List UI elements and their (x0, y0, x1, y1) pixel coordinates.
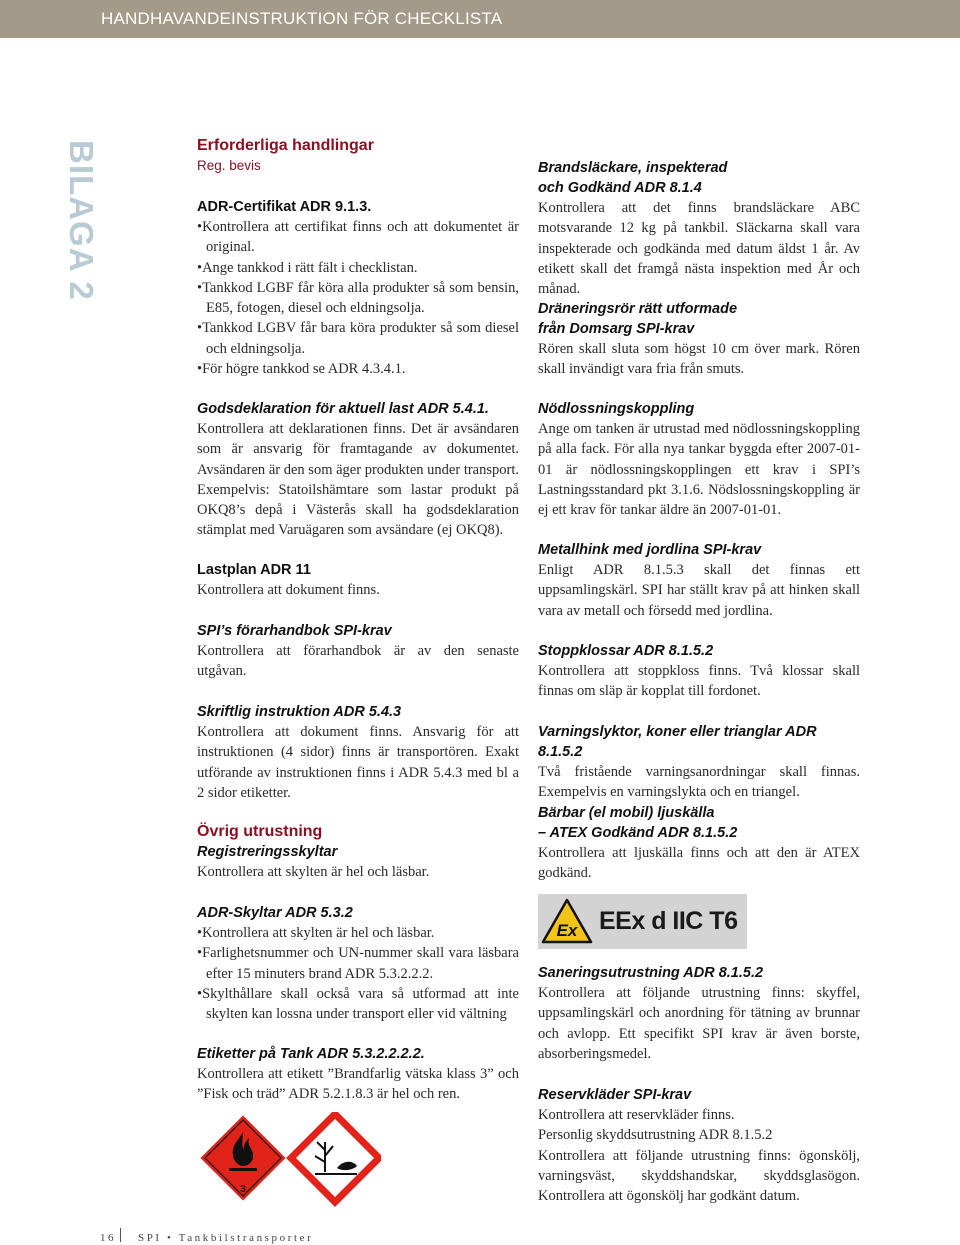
varningslyktor-text: Två fristående varningsanordningar skall finnas. Exempelvis en varningslykta och en triangel. (538, 764, 860, 801)
page-number: 16 (100, 1232, 116, 1244)
registreringsskyltar-heading: Registreringsskyltar (197, 844, 338, 860)
reservklader-text-1: Kontrollera att reservkläder finns. (538, 1107, 735, 1123)
flammable-liquid-label-icon (199, 1114, 287, 1202)
etiketter-block (197, 1044, 519, 1105)
section-title-required-docs: Erforderliga handlingar (197, 137, 374, 154)
nodlossning-block (538, 399, 860, 520)
side-label (62, 140, 102, 320)
etiketter-text: Kontrollera att etikett ”Brandfarlig vätska klass 3” och ”Fisk och träd” ADR 5.2.1.8.3 är hel och ren. (197, 1066, 519, 1103)
atex-rating-text: EEx d IIC T6 (599, 907, 738, 935)
forarhandbok-text: Kontrollera att förarhandbok är av den senaste utgåvan. (197, 643, 519, 680)
etiketter-heading: Etiketter på Tank ADR 5.3.2.2.2.2. (197, 1046, 425, 1062)
ljuskalla-text: Kontrollera att ljuskälla finns och att den är ATEX godkänd. (538, 845, 860, 882)
skriftlig-instruktion-text: Kontrollera att dokument finns. Ansvarig för att instruktionen (4 sidor) finns är transportören. Exakt utförande av instruktionen finns i ADR 5.4.3 med bl a 2 sidor etiketter. (197, 724, 519, 801)
lastplan-text: Kontrollera att dokument finns. (197, 582, 380, 598)
atex-symbol-text: Ex (556, 921, 578, 940)
brandslackare-heading: Brandsläckare, inspekterad och Godkänd ADR 8.1.4 (538, 160, 728, 196)
stoppklossar-block (538, 641, 860, 702)
adr-skyltar-heading: ADR-Skyltar ADR 5.3.2 (197, 905, 353, 921)
reservklader-heading: Reservkläder SPI-krav (538, 1087, 692, 1103)
header-title: HANDHAVANDEINSTRUKTION FÖR CHECKLISTA (101, 9, 503, 28)
atex-badge (538, 894, 747, 949)
sanering-heading: Saneringsutrustning ADR 8.1.5.2 (538, 965, 764, 981)
section-required-docs (197, 136, 519, 176)
metallhink-heading: Metallhink med jordlina SPI-krav (538, 542, 762, 558)
draneringsror-heading: Dräneringsrör rätt utformade från Domsarg SPI-krav (538, 301, 738, 337)
list-item: • Tankkod LGBV får bara köra produkter så som diesel och eldningsolja. (197, 318, 519, 359)
draneringsror-text: Rören skall sluta som högst 10 cm över mark. Rören skall invändigt vara fria från smuts. (538, 341, 860, 378)
environment-hazard-label-icon (291, 1114, 379, 1202)
section-other-equipment (197, 822, 519, 882)
skriftlig-instruktion-heading: Skriftlig instruktion ADR 5.4.3 (197, 704, 402, 720)
atex-ex-icon (541, 898, 593, 944)
brandslackare-text: Kontrollera att det finns brandsläckare ABC motsvarande 12 kg på tankbil. Släckarna skall vara inspekterade och godkända med datum äldst 1 år. Av etikett skall det framgå nästa inspektion med År och månad. (538, 200, 860, 298)
reservklader-text-3: Kontrollera att följande utrustning finns: ögonskölj, varningsväst, skyddshandskar, skyddsglasögon. Kontrollera att ögonskölj har godkänt datum. (538, 1147, 860, 1205)
godsdeklaration-text: Kontrollera att deklarationen finns. Det är avsändaren som är ansvarig för framtagande av dokumentet. Avsändaren är den som äger produkten under transport. Exempelvis: Statoilshämtare som lastar produkt på OKQ8’s depå i Västerås skall ha godsdeklaration stämplat med Varuägaren som avsändare (ej OKQ8). (197, 421, 519, 539)
draneringsror-block (538, 299, 860, 380)
nodlossning-heading: Nödlossningskoppling (538, 401, 695, 417)
list-item: • Farlighetsnummer och UN-nummer skall vara läsbara efter 15 minuters brand ADR 5.3.2.2.2. (197, 943, 519, 984)
nodlossning-text: Ange om tanken är utrustad med nödlossningskoppling på alla fack. För alla nya tankar byggda efter 2007-01-01 är nödlossningskopplingen ett krav i SPI’s Lastningsstandard pkt 3.1.6. Nödslossningskoppling är ej ett krav för tankar äldre än 2007-01-01. (538, 421, 860, 519)
metallhink-block (538, 540, 860, 621)
metallhink-text: Enligt ADR 8.1.5.3 skall det finnas ett uppsamlingskärl. SPI har ställt krav på att hinken skall vara av metall och försedd med jordlina. (538, 562, 860, 619)
page-header (0, 0, 960, 38)
side-label-text: BILAGA 2 (63, 140, 100, 301)
section-title-other-equipment: Övrig utrustning (197, 823, 323, 840)
varningslyktor-heading: Varningslyktor, koner eller trianglar ADR 8.1.5.2 (538, 724, 817, 760)
stoppklossar-heading: Stoppklossar ADR 8.1.5.2 (538, 643, 714, 659)
lastplan-heading: Lastplan ADR 11 (197, 562, 311, 578)
adr-certificate-list (197, 217, 519, 379)
hazard-class-number: 3 (240, 1184, 246, 1195)
list-item: • Tankkod LGBF får köra alla produkter så som bensin, E85, fotogen, diesel och eldningsolja. (197, 278, 519, 319)
sanering-block (538, 963, 860, 1064)
ljuskalla-heading-line1: Bärbar (el mobil) ljuskälla (538, 805, 715, 821)
godsdeklaration-heading: Godsdeklaration för aktuell last ADR 5.4.1. (197, 401, 489, 417)
stoppklossar-text: Kontrollera att stoppkloss finns. Två klossar skall finnas om släp är kopplat till fordonet. (538, 663, 860, 700)
skriftlig-instruktion-block (197, 702, 519, 803)
footer-text: SPI • Tankbilstransporter (138, 1232, 314, 1244)
forarhandbok-block (197, 621, 519, 682)
adr-certificate-heading: ADR-Certifikat ADR 9.1.3. (197, 199, 372, 215)
lastplan-block (197, 560, 519, 600)
list-item: • Kontrollera att skylten är hel och läsbar. (197, 923, 519, 943)
reg-bevis-label: Reg. bevis (197, 158, 261, 173)
list-item: • Kontrollera att certifikat finns och att dokumentet är original. (197, 217, 519, 258)
registreringsskyltar-text: Kontrollera att skylten är hel och läsbar. (197, 864, 430, 880)
hazard-labels (197, 1112, 381, 1208)
brandslackare-block (538, 158, 860, 299)
adr-certificate-block (197, 197, 519, 379)
footer-divider (120, 1228, 121, 1242)
list-item: • Ange tankkod i rätt fält i checklistan. (197, 258, 519, 278)
varningslyktor-block (538, 722, 860, 803)
ljuskalla-heading-line2: – ATEX Godkänd ADR 8.1.5.2 (538, 825, 738, 841)
adr-skyltar-list (197, 923, 519, 1024)
sanering-text: Kontrollera att följande utrustning finns: skyffel, uppsamlingskärl och anordning för tätning av brunnar och avlopp. Ett specifikt SPI krav är även borste, absorberingsmedel. (538, 985, 860, 1062)
reservklader-block (538, 1085, 860, 1206)
reservklader-text-2: Personlig skyddsutrustning ADR 8.1.5.2 (538, 1127, 773, 1144)
forarhandbok-heading: SPI’s förarhandbok SPI-krav (197, 623, 392, 639)
godsdeklaration-block (197, 399, 519, 541)
list-item: • Skylthållare skall också vara så utformad att inte skylten kan lossna under transport eller vid vältning (197, 984, 519, 1025)
ljuskalla-block (538, 803, 860, 884)
list-item: • För högre tankkod se ADR 4.3.4.1. (197, 359, 519, 379)
adr-skyltar-block (197, 903, 519, 1024)
